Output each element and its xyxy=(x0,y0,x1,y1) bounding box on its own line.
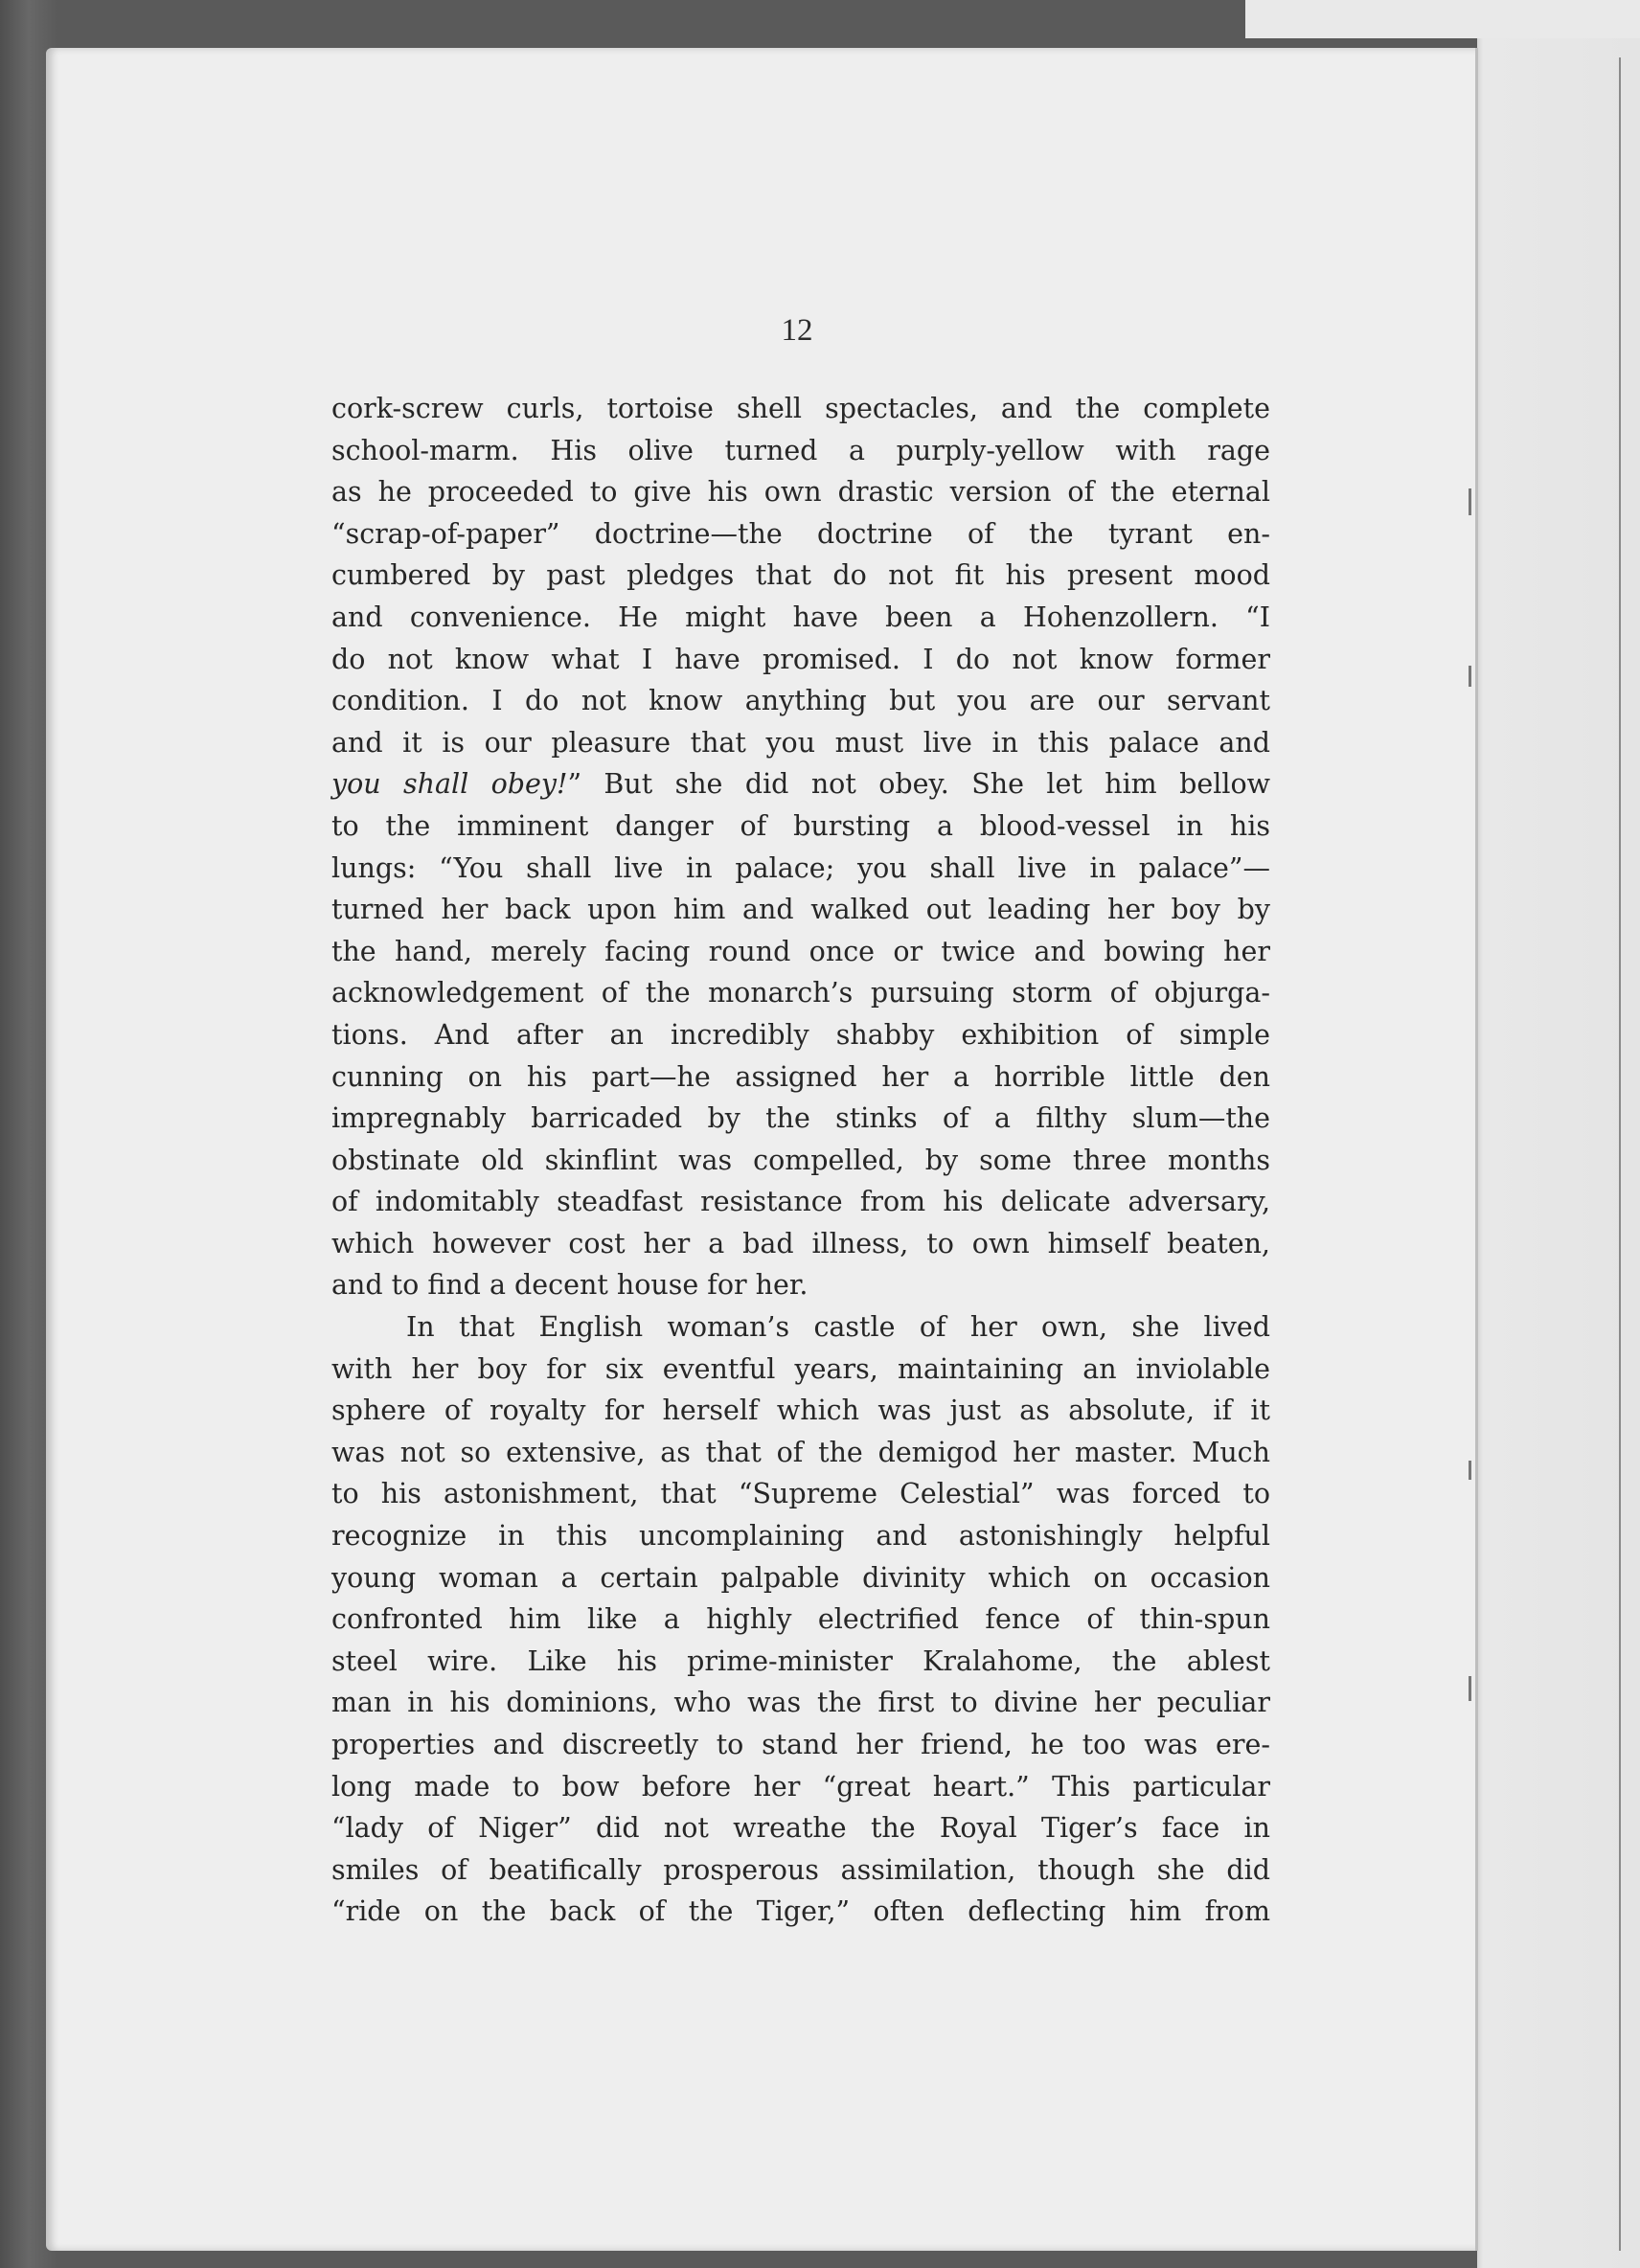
gutter-mark xyxy=(1469,666,1471,687)
text-line: of indomitably steadfast resistance from his delicate adversary, xyxy=(331,1186,1270,1218)
text-line: sphere of royalty for herself which was just as absolute, if it xyxy=(331,1395,1270,1427)
text-line: “scrap-of-paper” doctrine—the doctrine of the tyrant en- xyxy=(331,517,1270,550)
gutter-mark xyxy=(1469,1461,1471,1480)
adjacent-page-edge xyxy=(1619,57,1621,2251)
text-line: In that English woman’s castle of her own, she lived xyxy=(406,1311,1270,1344)
text-line: was not so extensive, as that of the demigod her master. Much xyxy=(331,1436,1270,1468)
text-line: confronted him like a highly electrified fence of thin-spun xyxy=(331,1603,1270,1636)
text-line: obstinate old skinflint was compelled, by some three months xyxy=(331,1144,1270,1176)
text-line: to his astonishment, that “Supreme Celestial” was forced to xyxy=(331,1478,1270,1510)
text-line: which however cost her a bad illness, to own himself beaten, xyxy=(331,1227,1270,1259)
paragraph-2 xyxy=(331,1306,1270,1933)
text-line: turned her back upon him and walked out leading her boy by xyxy=(331,894,1270,926)
text-line: tions. And after an incredibly shabby exhibition of simple xyxy=(331,1018,1270,1051)
text-line: cork-screw curls, tortoise shell spectacles, and the complete xyxy=(331,393,1270,424)
text-line: acknowledgement of the monarch’s pursuing storm of objurga- xyxy=(331,977,1270,1009)
text-line: the hand, merely facing round once or twice and bowing her xyxy=(331,935,1270,967)
paragraph-1 xyxy=(331,388,1270,1306)
page-gutter xyxy=(1475,48,1478,2251)
text-line: as he proceeded to give his own drastic version of the eternal xyxy=(331,476,1270,509)
text-line: do not know what I have promised. I do not know former xyxy=(331,643,1270,675)
text-line: impregnably barricaded by the stinks of a filthy slum—the xyxy=(331,1102,1270,1135)
text-line: steel wire. Like his prime-minister Kralahome, the ablest xyxy=(331,1644,1270,1677)
text-line xyxy=(331,763,1270,805)
text-line: young woman a certain palpable divinity which on occasion xyxy=(331,1561,1270,1594)
text-line: smiles of beatifically prosperous assimilation, though she did xyxy=(331,1853,1270,1886)
text-line: school-marm. His olive turned a purply-yellow with rage xyxy=(331,434,1270,466)
text-line: and to find a decent house for her. xyxy=(331,1269,809,1302)
text-line: with her boy for six eventful years, maintaining an inviolable xyxy=(331,1352,1270,1385)
text-line: and convenience. He might have been a Hohenzollern. “I xyxy=(331,601,1270,633)
text-line: man in his dominions, who was the first to divine her peculiar xyxy=(331,1687,1270,1719)
gutter-mark xyxy=(1469,488,1471,515)
text-line: “ride on the back of the Tiger,” often deflecting him from xyxy=(331,1895,1270,1928)
text-line: properties and discreetly to stand her friend, he too was ere- xyxy=(331,1729,1270,1760)
adjacent-page-corner xyxy=(1245,0,1640,38)
page-number: 12 xyxy=(781,313,813,348)
line-remainder: ” But she did not obey. She let him bellow xyxy=(567,768,1271,801)
text-line: and it is our pleasure that you must live in this palace and xyxy=(331,726,1270,759)
text-line: cumbered by past pledges that do not fit his present mood xyxy=(331,559,1270,592)
text-line: condition. I do not know anything but you are our servant xyxy=(331,685,1270,717)
text-line: to the imminent danger of bursting a blood-vessel in his xyxy=(331,809,1270,842)
body-text xyxy=(331,388,1270,1933)
adjacent-page-strip xyxy=(1477,38,1640,2268)
text-line: long made to bow before her “great heart.” This particular xyxy=(331,1770,1270,1803)
text-line: recognize in this uncomplaining and astonishingly helpful xyxy=(331,1520,1270,1553)
gutter-mark xyxy=(1469,1676,1471,1701)
italic-phrase: you shall obey! xyxy=(331,768,568,801)
text-line: lungs: “You shall live in palace; you shall live in palace”— xyxy=(331,851,1270,884)
text-line: cunning on his part—he assigned her a horrible little den xyxy=(331,1060,1270,1093)
text-line: “lady of Niger” did not wreathe the Royal Tiger’s face in xyxy=(331,1812,1270,1845)
